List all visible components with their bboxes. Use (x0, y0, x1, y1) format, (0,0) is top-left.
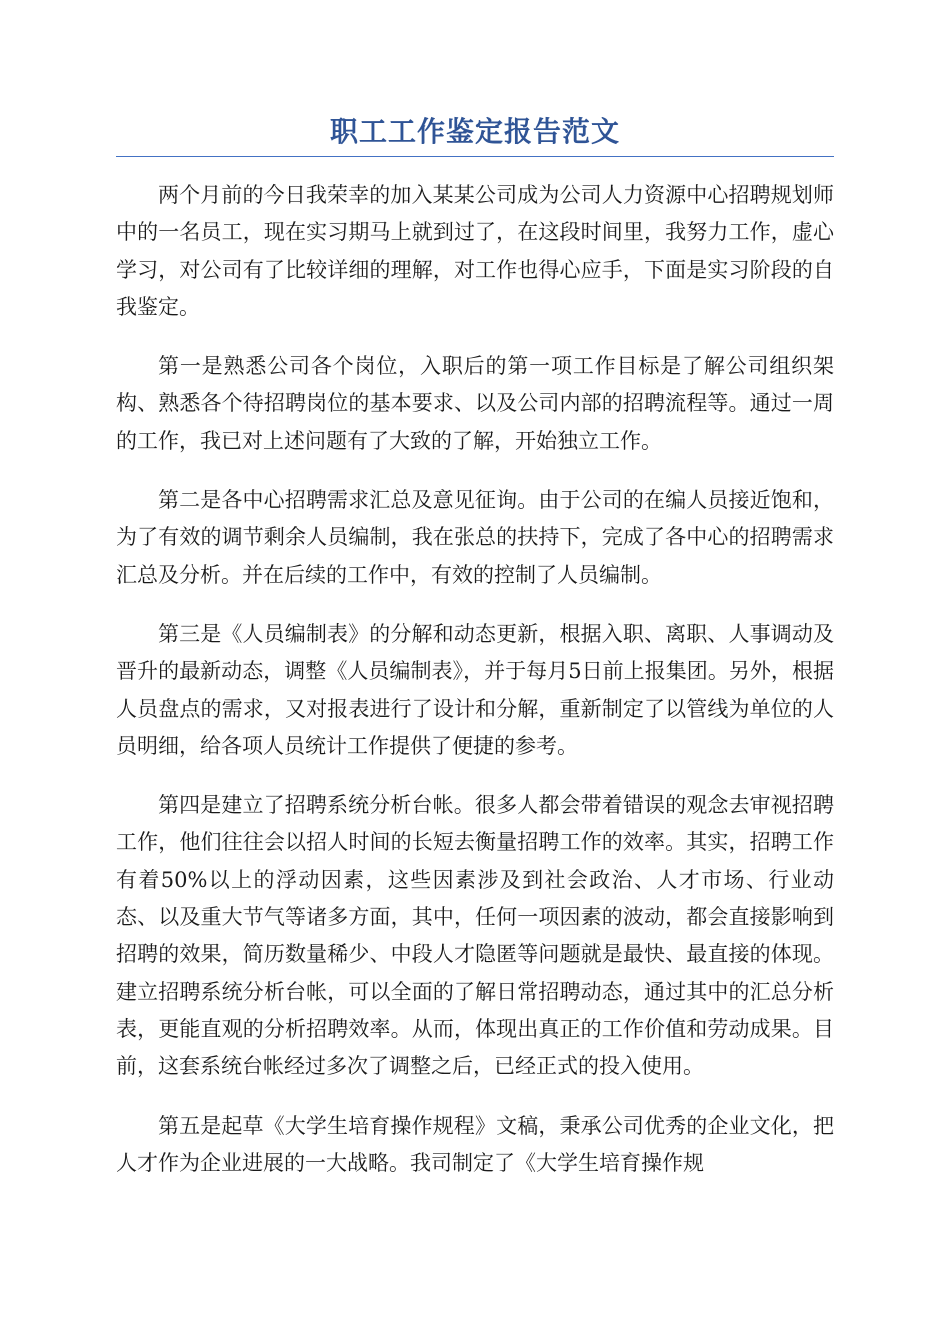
document-title: 职工工作鉴定报告范文 (329, 115, 620, 148)
paragraph-4: 第三是《人员编制表》的分解和动态更新，根据入职、离职、人事调动及晋升的最新动态，调整《人员编制表》，并于每月5日前上报集团。另外，根据人员盘点的需求，又对报表进行了设计和分解，重新制定了以管线为单位的人员明细，给各项人员统计工作提供了便捷的参考。 (116, 621, 834, 758)
paragraph-1: 两个月前的今日我荣幸的加入某某公司成为公司人力资源中心招聘规划师中的一名员工，现在实习期马上就到过了，在这段时间里，我努力工作，虚心学习，对公司有了比较详细的理解，对工作也得心应手，下面是实习阶段的自我鉴定。 (116, 183, 834, 319)
paragraph-2: 第一是熟悉公司各个岗位，入职后的第一项工作目标是了解公司组织架构、熟悉各个待招聘岗位的基本要求、以及公司内部的招聘流程等。通过一周的工作，我已对上述问题有了大致的了解，开始独立工作。 (116, 354, 834, 453)
paragraph-6: 第五是起草《大学生培育操作规程》文稿，秉承公司优秀的企业文化，把人才作为企业进展的一大战略。我司制定了《大学生培育操作规 (116, 1113, 834, 1175)
paragraph-3: 第二是各中心招聘需求汇总及意见征询。由于公司的在编人员接近饱和，为了有效的调节剩余人员编制，我在张总的扶持下，完成了各中心的招聘需求汇总及分析。并在后续的工作中，有效的控制了人员编制。 (116, 488, 834, 587)
title-underline (116, 156, 834, 157)
paragraph-5: 第四是建立了招聘系统分析台帐。很多人都会带着错误的观念去审视招聘工作，他们往往会以招人时间的长短去衡量招聘工作的效率。其实，招聘工作有着50%以上的浮动因素，这些因素涉及到社会政治、人才市场、行业动态、以及重大节气等诸多方面，其中，任何一项因素的波动，都会直接影响到招聘的效果，简历数量稀少、中段人才隐匿等问题就是最快、最直接的体现。建立招聘系统分析台帐，可以全面的了解日常招聘动态，通过其中的汇总分析表，更能直观的分析招聘效率。从而，体现出真正的工作价值和劳动成果。目前，这套系统台帐经过多次了调整之后，已经正式的投入使用。 (116, 793, 834, 1079)
